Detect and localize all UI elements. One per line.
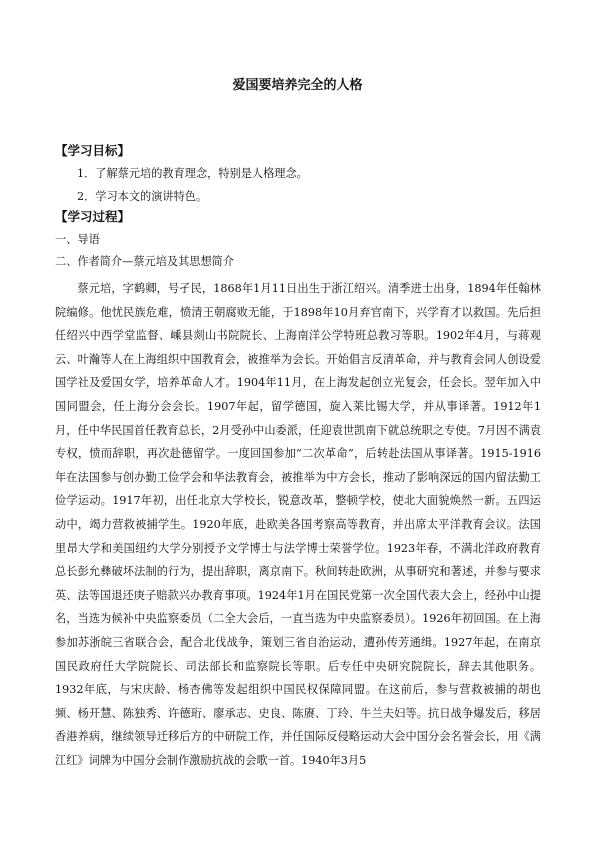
biography-paragraph: 蔡元培，字鹤卿，号孑民，1868年1月11日出生于浙江绍兴。清季进士出身，1894年任翰林院编修。他忧民族危难，愤清王朝腐败无能，于1898年10月弃官南下，兴学育才以救国。先后担任绍兴中西学堂监督、嵊县剡山书院院长、上海南洋公学特班总教习等职。1902年4月，与蒋观云、叶瀚等人在上海组织中国教育会，被推举为会长。开始倡言反清革命，并与教育会同人创设爱国学社及爱国女学，培养革命人才。1904年11月，在上海发起创立光复会，任会长。翌年加入中国同盟会，任上海分会会长。1907年起，留学德国，旋入莱比锡大学，并从事译著。1912年1月，任中华民国首任教育总长，2月受孙中山委派，任迎袁世凯南下就总统职之专使。7月因不满袁专权，愤而辞职，再次赴德留学。一度回国参加“二次革命”，后转赴法国从事译著。1915-1916年在法国参与创办勤工俭学会和华法教育会，被推举为中方会长，推动了影响深远的国内留法勤工俭学运动。1917年初，出任北京大学校长，锐意改革，整顿学校，使北大面貌焕然一新。五四运动中，竭力营救被捕学生。1920年底，赴欧美各国考察高等教育，并出席太平洋教育会议。法国里昂大学和美国纽约大学分别授予文学博士与法学博士荣誉学位。1923年春，不满北洋政府教育总长彭允彝破坏法制的行为，提出辞职，离京南下。秋间转赴欧洲，从事研究和著述，并参与要求英、法等国退还庚子赔款兴办教育事项。1924年1月在国民党第一次全国代表大会上，经孙中山提名，当选为候补中央监察委员（二全大会后，一直当选为中央监察委员）。1926年初回国。在上海参加苏浙皖三省联合会，配合北伐战争，策划三省自治运动，遭孙传芳通缉。1927年起，在南京国民政府任大学院院长、司法部长和监察院长等职。后专任中央研究院院长，辞去其他职务。1932年底，与宋庆龄、杨杏佛等发起组织中国民权保障同盟。在这前后，参与营救被捕的胡也频、杨开慧、陈独秀、许德珩、廖承志、史良、陈赓、丁玲、牛兰夫妇等。抗日战争爆发后，移居香港养病，继续领导迁移后方的中研院工作，并任国际反侵略运动大会中国分会名誉会长，用《满江红》词牌为中国分会制作激励抗战的会歌一首。1940年3月5 [55,282,541,767]
goals-heading: 【学习目标】 [55,143,131,158]
process-heading: 【学习过程】 [55,209,131,224]
step-two-author: 二、作者简介—蔡元培及其思想简介 [55,255,235,268]
step-one-intro: 一、导语 [55,233,100,246]
document-title: 爱国要培养完全的人格 [232,78,363,93]
goal-item: 1．了解蔡元培的教育理念，特别是人格理念。 [77,167,308,180]
goal-item: 2．学习本文的演讲特色。 [77,190,208,203]
